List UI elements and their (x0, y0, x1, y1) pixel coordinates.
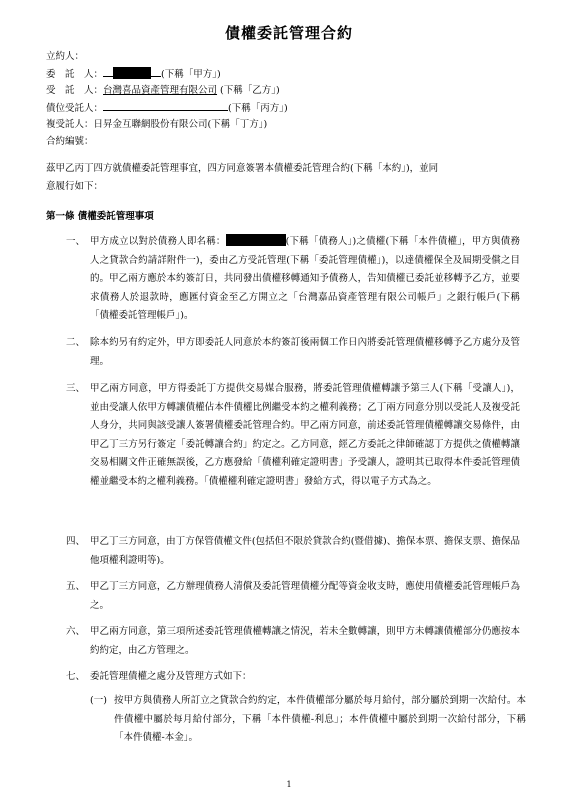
item-text-pre: 甲方成立以對於債務人即名稱： (90, 236, 226, 247)
preamble-line-2: 意履行如下： (46, 181, 104, 192)
item-text: 除本約另有約定外，甲方即委託人同意於本約簽訂後兩個工作日內將委託管理債權移轉予乙方處分及管理。 (90, 337, 520, 367)
item-number: 三、 (66, 383, 86, 394)
preamble-line-1: 茲甲乙丙丁四方就債權委託管理事宜，四方同意簽署本債權委託管理合約(下稱「本約」)，並同 (46, 163, 439, 174)
debtor-trustee-label: 債位受託人： (46, 103, 104, 114)
client-line (46, 67, 221, 81)
sub-item-text: 按甲方與債務人所訂立之貸款合約約定，本件債權部分屬於每月給付，部分屬於到期一次給付。本件債權中屬於每月給付部分，下稱「本件債權-利息」；本件債權中屬於到期一次給付部分，下稱「本件債權-本金」。 (114, 695, 526, 744)
item-number: 五、 (66, 581, 86, 592)
item-text: 委託管理債權之處分及管理方式如下： (90, 671, 252, 682)
client-label: 委 託 人： (46, 69, 104, 80)
sub-item-number: (一) (90, 695, 107, 706)
item-text: 甲乙丁三方同意，乙方辦理債務人清償及委託管理債權分配等資金收支時，應使用債權委託管理帳戶為之。 (90, 581, 520, 611)
list-item (66, 233, 526, 333)
list-item (66, 668, 526, 688)
client-blank-left (103, 67, 113, 77)
list-item (66, 578, 526, 618)
list-item (66, 623, 526, 663)
client-suffix: (下稱「甲方」) (161, 69, 221, 80)
item-text: 甲乙兩方同意，甲方得委託丁方提供交易媒合服務，將委託管理債權轉讓予第三人(下稱「受讓人」)，並由受讓人依甲方轉讓債權佔本件債權比例繼受本約之權利義務；乙丁兩方同意分別以受託人及複受託人身分，共同與該受讓人簽署債權委託管理合約。甲乙兩方同意，前述委託管理債權轉讓交易條件，由甲乙丁三方另行簽定「委託轉讓合約」約定之。乙方同意，經乙方委託之律師確認丁方提供之債權轉讓交易相關文件正確無誤後，乙方應發給「債權利確定證明書」予受讓人，證明其已取得本件委託管理債權並繼受本約之權利義務。「債權權利確定證明書」發給方式，得以電子方式為之。 (90, 383, 520, 487)
trustee-line (46, 84, 280, 97)
item-text: 甲乙丁三方同意，由丁方保管債權文件(包括但不限於貸款合約(暨借據)、擔保本票、擔保支票、擔保品他項權利證明等)。 (90, 536, 520, 566)
debtor-trustee-blank (103, 101, 228, 111)
trustee-label: 受 託 人： (46, 85, 104, 96)
page-number: 1 (286, 780, 292, 789)
section-title: 第一條 債權委託管理事項 (46, 211, 154, 222)
debtor-trustee-line (46, 101, 288, 115)
document-title: 債權委託管理合約 (224, 24, 353, 42)
item-number: 四、 (66, 536, 86, 547)
item-number: 六、 (66, 626, 86, 637)
parties-label: 立約人： (46, 51, 85, 62)
trustee-suffix: (下稱「乙方」) (217, 85, 280, 96)
redacted-client-name (113, 67, 151, 79)
item-text (90, 233, 520, 326)
list-item (66, 380, 526, 530)
item-text: 甲乙兩方同意，第三項所述委託管理債權轉讓之情況，若未全數轉讓，則甲方未轉讓債權部分仍應按本約約定，由乙方管理之。 (90, 626, 520, 656)
sub-trustee-line: 複受託人：日昇金互聯網股份有限公司(下稱「丁方」) (46, 119, 268, 130)
item-number: 二、 (66, 337, 86, 348)
item-text-post: (下稱「債務人」)之債權(下稱「本件債權」，甲方與債務人之貸款合約請詳附件一)，委由乙方受託管理(下稱「委託管理債權」)，以達債權保全及屆期受償之目的。甲乙兩方應於本約簽訂日，共同發出債權移轉通知予債務人，告知債權已委託並移轉予乙方，並要求債務人於退款時，應匯付資金至乙方開立之「台灣嘉品資產管理有限公司帳戶」之銀行帳戶(下稱「債權委託管理帳戶」)。 (90, 236, 520, 322)
trustee-name: 台灣喜品資產管理有限公司 (103, 85, 218, 96)
client-blank-right (151, 67, 161, 77)
list-item (66, 533, 526, 573)
contract-number-label: 合約編號： (46, 136, 94, 147)
sub-list-item (90, 692, 526, 752)
list-item (66, 334, 526, 374)
item-number: 一、 (66, 236, 86, 247)
redacted-debtor-name (226, 234, 286, 246)
item-number: 七、 (66, 671, 86, 682)
debtor-trustee-suffix: (下稱「丙方」) (228, 103, 288, 114)
